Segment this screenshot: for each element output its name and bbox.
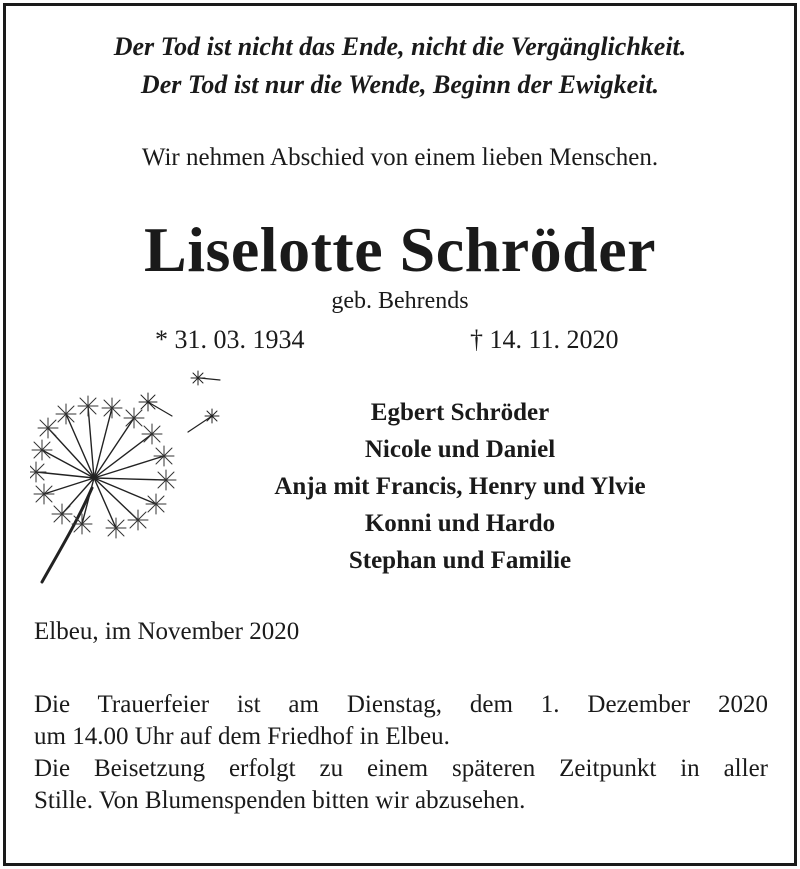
deceased-name: Liselotte Schröder (144, 214, 656, 285)
funeral-line-1: Die Trauerfeier ist am Dienstag, dem 1. Dezember 2020 (34, 691, 768, 718)
poem (0, 28, 800, 104)
funeral-line-3: Die Beisetzung erfolgt zu einem späteren Zeitpunkt in aller (34, 755, 768, 782)
poem-line-1: Der Tod ist nicht das Ende, nicht die Vergänglichkeit. (113, 32, 687, 61)
funeral-line-4: Stille. Von Blumenspenden bitten wir abzusehen. (34, 787, 526, 814)
place-date: Elbeu, im November 2020 (34, 618, 300, 645)
intro-text: Wir nehmen Abschied von einem lieben Menschen. (141, 144, 659, 171)
mourner-name: Nicole und Daniel (364, 436, 556, 463)
mourner-name: Anja mit Francis, Henry und Ylvie (274, 473, 646, 500)
death-date: † 14. 11. 2020 (470, 325, 619, 354)
mourner-name: Stephan und Familie (348, 547, 572, 574)
maiden-name: geb. Behrends (331, 288, 469, 314)
funeral-notice (34, 689, 768, 817)
poem-line-2: Der Tod ist nur die Wende, Beginn der Ewigkeit. (140, 70, 660, 99)
birth-date: * 31. 03. 1934 (155, 325, 305, 354)
mourners-list (150, 394, 770, 579)
mourner-name: Egbert Schröder (370, 399, 550, 426)
mourner-name: Konni und Hardo (364, 510, 556, 537)
funeral-line-2: um 14.00 Uhr auf dem Friedhof in Elbeu. (34, 723, 450, 750)
